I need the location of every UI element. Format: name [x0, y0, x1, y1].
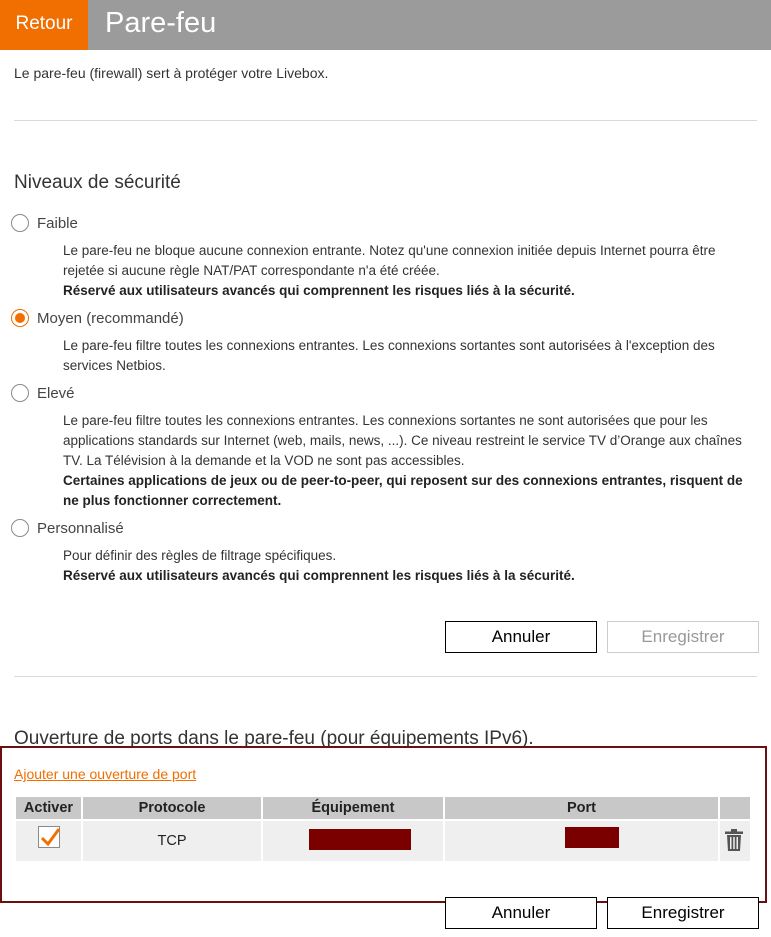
option-warning: Certaines applications de jeux ou de peer-to-peer, qui reposent sur des connexions entrantes, risquent de ne plus fonctionner correctement. — [63, 473, 743, 508]
option-description: Pour définir des règles de filtrage spécifiques. Réservé aux utilisateurs avancés qui comprennent les risques liés à la sécurité. — [63, 548, 575, 583]
column-header-actions — [720, 797, 750, 819]
option-label: Faible — [37, 215, 78, 232]
divider — [14, 120, 757, 121]
trash-icon[interactable] — [724, 828, 744, 852]
radio-faible[interactable] — [11, 214, 29, 232]
checkmark-icon — [39, 827, 61, 849]
back-button[interactable]: Retour — [0, 0, 88, 50]
add-port-link[interactable]: Ajouter une ouverture de port — [14, 766, 197, 782]
header-bar — [0, 0, 771, 50]
option-label: Elevé — [37, 385, 75, 402]
redacted-port — [565, 827, 619, 848]
column-header-activer: Activer — [16, 797, 81, 819]
option-description: Le pare-feu filtre toutes les connexions entrantes. Les connexions sortantes sont autorisées à l'exception des services Netbios. — [63, 338, 715, 373]
option-warning: Réservé aux utilisateurs avancés qui comprennent les risques liés à la sécurité. — [63, 568, 575, 583]
ports-section-title: Ouverture de ports dans le pare-feu (pour équipements IPv6). — [14, 728, 534, 749]
option-label: Personnalisé — [37, 520, 124, 537]
option-description: Le pare-feu ne bloque aucune connexion entrante. Notez qu'une connexion initiée depuis Internet pourra être rejetée si aucune règle NAT/PAT correspondante n'a été créée. Réservé aux utilisateurs avancés qui comprennent les risques liés à la sécurité. — [63, 243, 716, 298]
row-enabled-checkbox[interactable] — [38, 826, 60, 848]
security-section-title: Niveaux de sécurité — [14, 172, 181, 193]
intro-text: Le pare-feu (firewall) sert à protéger votre Livebox. — [14, 65, 329, 81]
option-label: Moyen (recommandé) — [37, 310, 184, 327]
redacted-equipment — [309, 829, 411, 850]
radio-moyen[interactable] — [11, 309, 29, 327]
divider — [14, 676, 757, 677]
radio-personnalise[interactable] — [11, 519, 29, 537]
security-cancel-button[interactable]: Annuler — [445, 621, 597, 653]
radio-eleve[interactable] — [11, 384, 29, 402]
option-warning: Réservé aux utilisateurs avancés qui comprennent les risques liés à la sécurité. — [63, 283, 575, 298]
security-save-button[interactable]: Enregistrer — [607, 621, 759, 653]
page-title: Pare-feu — [105, 7, 217, 39]
ports-save-button[interactable]: Enregistrer — [607, 897, 759, 929]
table-cell-protocole: TCP — [83, 821, 261, 861]
column-header-protocole: Protocole — [83, 797, 261, 819]
option-description: Le pare-feu filtre toutes les connexions entrantes. Les connexions sortantes ne sont autorisées que pour les applications standards sur Internet (web, mails, news, ...). Ce niveau restreint le service TV d’Orange aux chaînes TV. La Télévision à la demande et la VOD ne sont pas accessibles. Certaines applications de jeux ou de peer-to-peer, qui reposent sur des connexions entrantes, risquent de ne plus fonctionner correctement. — [63, 413, 743, 508]
column-header-port: Port — [445, 797, 718, 819]
ports-cancel-button[interactable]: Annuler — [445, 897, 597, 929]
column-header-equipement: Équipement — [263, 797, 443, 819]
